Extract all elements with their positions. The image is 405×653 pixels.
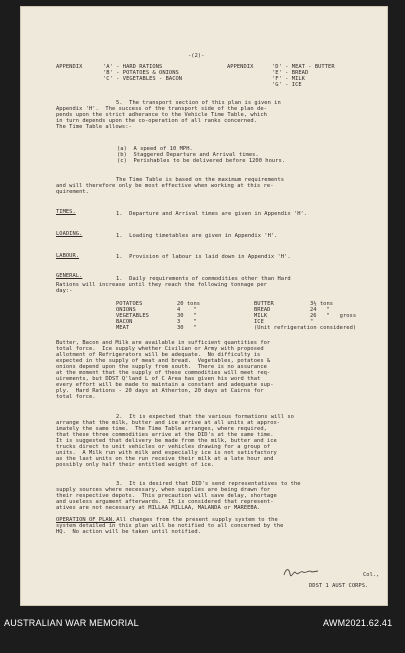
operation-line: HQ. No action will be taken until notified. <box>56 529 201 535</box>
tonnage-qty: 20 tons <box>177 301 201 307</box>
para3-line: atives are not necessary at MILLAA MILLAA, MALANDA or MAREEBA. <box>56 505 261 511</box>
tonnage-item: ICE <box>254 319 264 325</box>
para5-line: Appendix 'H'. The success of the transport side of the plan de- <box>56 106 267 112</box>
appendix-e: 'E' - BREAD <box>272 70 309 76</box>
general-intro-line: Rations will increase until they reach the following tonnage per <box>56 282 267 288</box>
tonnage-qty: 3 " <box>177 319 197 325</box>
tonnage-item: MEAT <box>116 325 130 331</box>
tonnage-item: BACON <box>116 319 133 325</box>
para3-line: supply sources where necessary, when supplies are being drawn for <box>56 487 271 493</box>
para3-line: and useless argument afterwards. It is considered that represent- <box>56 499 274 505</box>
tonnage-item: POTATOES <box>116 301 143 307</box>
general-body-line: total force. <box>56 394 96 400</box>
general-body-line: total force. Ice supply whether Civilian or Army with proposed <box>56 346 264 352</box>
handwritten-signature <box>282 566 320 578</box>
appendix-left-label: APPENDIX <box>56 64 83 70</box>
para2-line: possibly only half their entitled weight of ice. <box>56 462 215 468</box>
tonnage-note: (Unit refrigeration considered) <box>254 325 357 331</box>
para5-line: 5. The transport section of this plan is given in <box>116 100 281 106</box>
tonnage-item: MILK <box>254 313 268 319</box>
tonnage-qty: 30 " <box>177 313 197 319</box>
para2-line: trucks direct to unit vehicles or vehicles drawing for a group of <box>56 444 271 450</box>
tonnage-qty: 24 " <box>310 307 330 313</box>
tonnage-qty: 4 " <box>177 307 197 313</box>
footer-bar <box>0 612 405 653</box>
allows-item: (b) Staggered Departure and Arrival times. <box>117 152 259 158</box>
para2-line: 2. It is expected that the various formations will so <box>116 414 294 420</box>
allows-item: (a) A speed of 10 MPH. <box>117 146 193 152</box>
para3-line: their respective depots. This precaution will save delay, shortage <box>56 493 277 499</box>
appendix-f: 'F' - MILK <box>272 76 305 82</box>
loading-heading: LOADING. <box>56 231 83 237</box>
para2-line: as the last units on the run receive their milk at a late hour and <box>56 456 274 462</box>
general-body-line: at the moment that the supply of these commodities will meet req- <box>56 370 271 376</box>
general-heading: GENERAL. <box>56 273 83 279</box>
general-body-line: every effort will be made to maintain a constant and adequate sup- <box>56 382 274 388</box>
timetable-note-line: and will therefore only be most effective when working at this re- <box>56 183 274 189</box>
labour-text: 1. Provision of labour is laid down in Appendix 'H'. <box>116 254 291 260</box>
para2-line: arrange that the milk, butter and ice arrive at all units at approx- <box>56 420 281 426</box>
operation-line: All changes from the present supply system to the <box>113 517 278 523</box>
general-body-line: expected in the supply of meat and bread. Vegetables, potatoes & <box>56 358 271 364</box>
para5-line: The Time Table allows:- <box>56 124 132 130</box>
page-number: -(2)- <box>188 53 205 59</box>
general-body-line: Butter, Bacon and Milk are available in sufficient quantities for <box>56 340 271 346</box>
tonnage-item: ONIONS <box>116 307 136 313</box>
tonnage-qty: 26 " gross <box>310 313 357 319</box>
para2-line: that these three commodities arrive at the DID's at the same time. <box>56 432 274 438</box>
times-heading: TIMES. <box>56 209 76 215</box>
tonnage-item: BREAD <box>254 307 271 313</box>
labour-heading: LABOUR. <box>56 253 80 259</box>
para2-line: imately the same time. The Time Table arranges, where required, <box>56 426 267 432</box>
tonnage-item: VEGETABLES <box>116 313 149 319</box>
timetable-note-line: The Time Table is based on the maximum requirements <box>116 177 285 183</box>
appendix-right-label: APPENDIX <box>227 64 254 70</box>
para2-line: units. A Milk run with milk and especially ice is not satisfactory <box>56 450 277 456</box>
general-intro-line: 1. Daily requirements of commodities other than Hard <box>116 276 291 282</box>
appendix-a: 'A' - HARD RATIONS <box>103 64 163 70</box>
general-intro-line: day:- <box>56 288 73 294</box>
general-body-line: uirements, but DDST Q'land L of C Area has given his word that <box>56 376 261 382</box>
allows-item: (c) Perishables to be delivered before 1200 hours. <box>117 158 286 164</box>
general-body-line: onions depend upon the supply from south. There is no assurance <box>56 364 267 370</box>
footer-institution: AUSTRALIAN WAR MEMORIAL <box>4 618 139 628</box>
tonnage-item: BUTTER <box>254 301 274 307</box>
appendix-g: 'G' - ICE <box>272 82 302 88</box>
document-page <box>20 6 388 606</box>
general-body-line: allotment of Refrigerators will be adequate. No difficulty is <box>56 352 261 358</box>
para5-line: in turn depends upon the co-operation of all ranks concerned. <box>56 118 258 124</box>
tonnage-qty: " <box>310 319 314 325</box>
footer-accession-number: AWM2021.62.41 <box>323 618 393 628</box>
signature-title: DDST 1 AUST CORPS. <box>309 583 369 589</box>
appendix-b: 'B' - POTATOES & ONIONS <box>103 70 179 76</box>
appendix-c: 'C' - VEGETABLES - BACON <box>103 76 183 82</box>
operation-line: system detailed in this plan will be notified to all concerned by the <box>56 523 284 529</box>
para2-line: It is suggested that delivery be made from the milk, butter and ice <box>56 438 277 444</box>
loading-text: 1. Loading timetables are given in Appendix 'H'. <box>116 233 278 239</box>
operation-heading: OPERATION OF PLAN. <box>56 517 116 523</box>
tonnage-qty: 3½ tons <box>310 301 334 307</box>
timetable-note-line: quirement. <box>56 189 89 195</box>
para5-line: pends upon the strict adherance to the Vehicle Time Table, which <box>56 112 267 118</box>
general-body-line: ply. Hard Rations - 20 days at Atherton, 20 days at Cairns for <box>56 388 264 394</box>
tonnage-qty: 30 " <box>177 325 197 331</box>
para3-line: 3. It is desired that DID's send representatives to the <box>116 481 301 487</box>
appendix-d: 'D' - MEAT - BUTTER <box>272 64 335 70</box>
times-text: 1. Departure and Arrival times are given in Appendix 'H'. <box>116 211 308 217</box>
signature-rank: Col., <box>363 572 380 578</box>
